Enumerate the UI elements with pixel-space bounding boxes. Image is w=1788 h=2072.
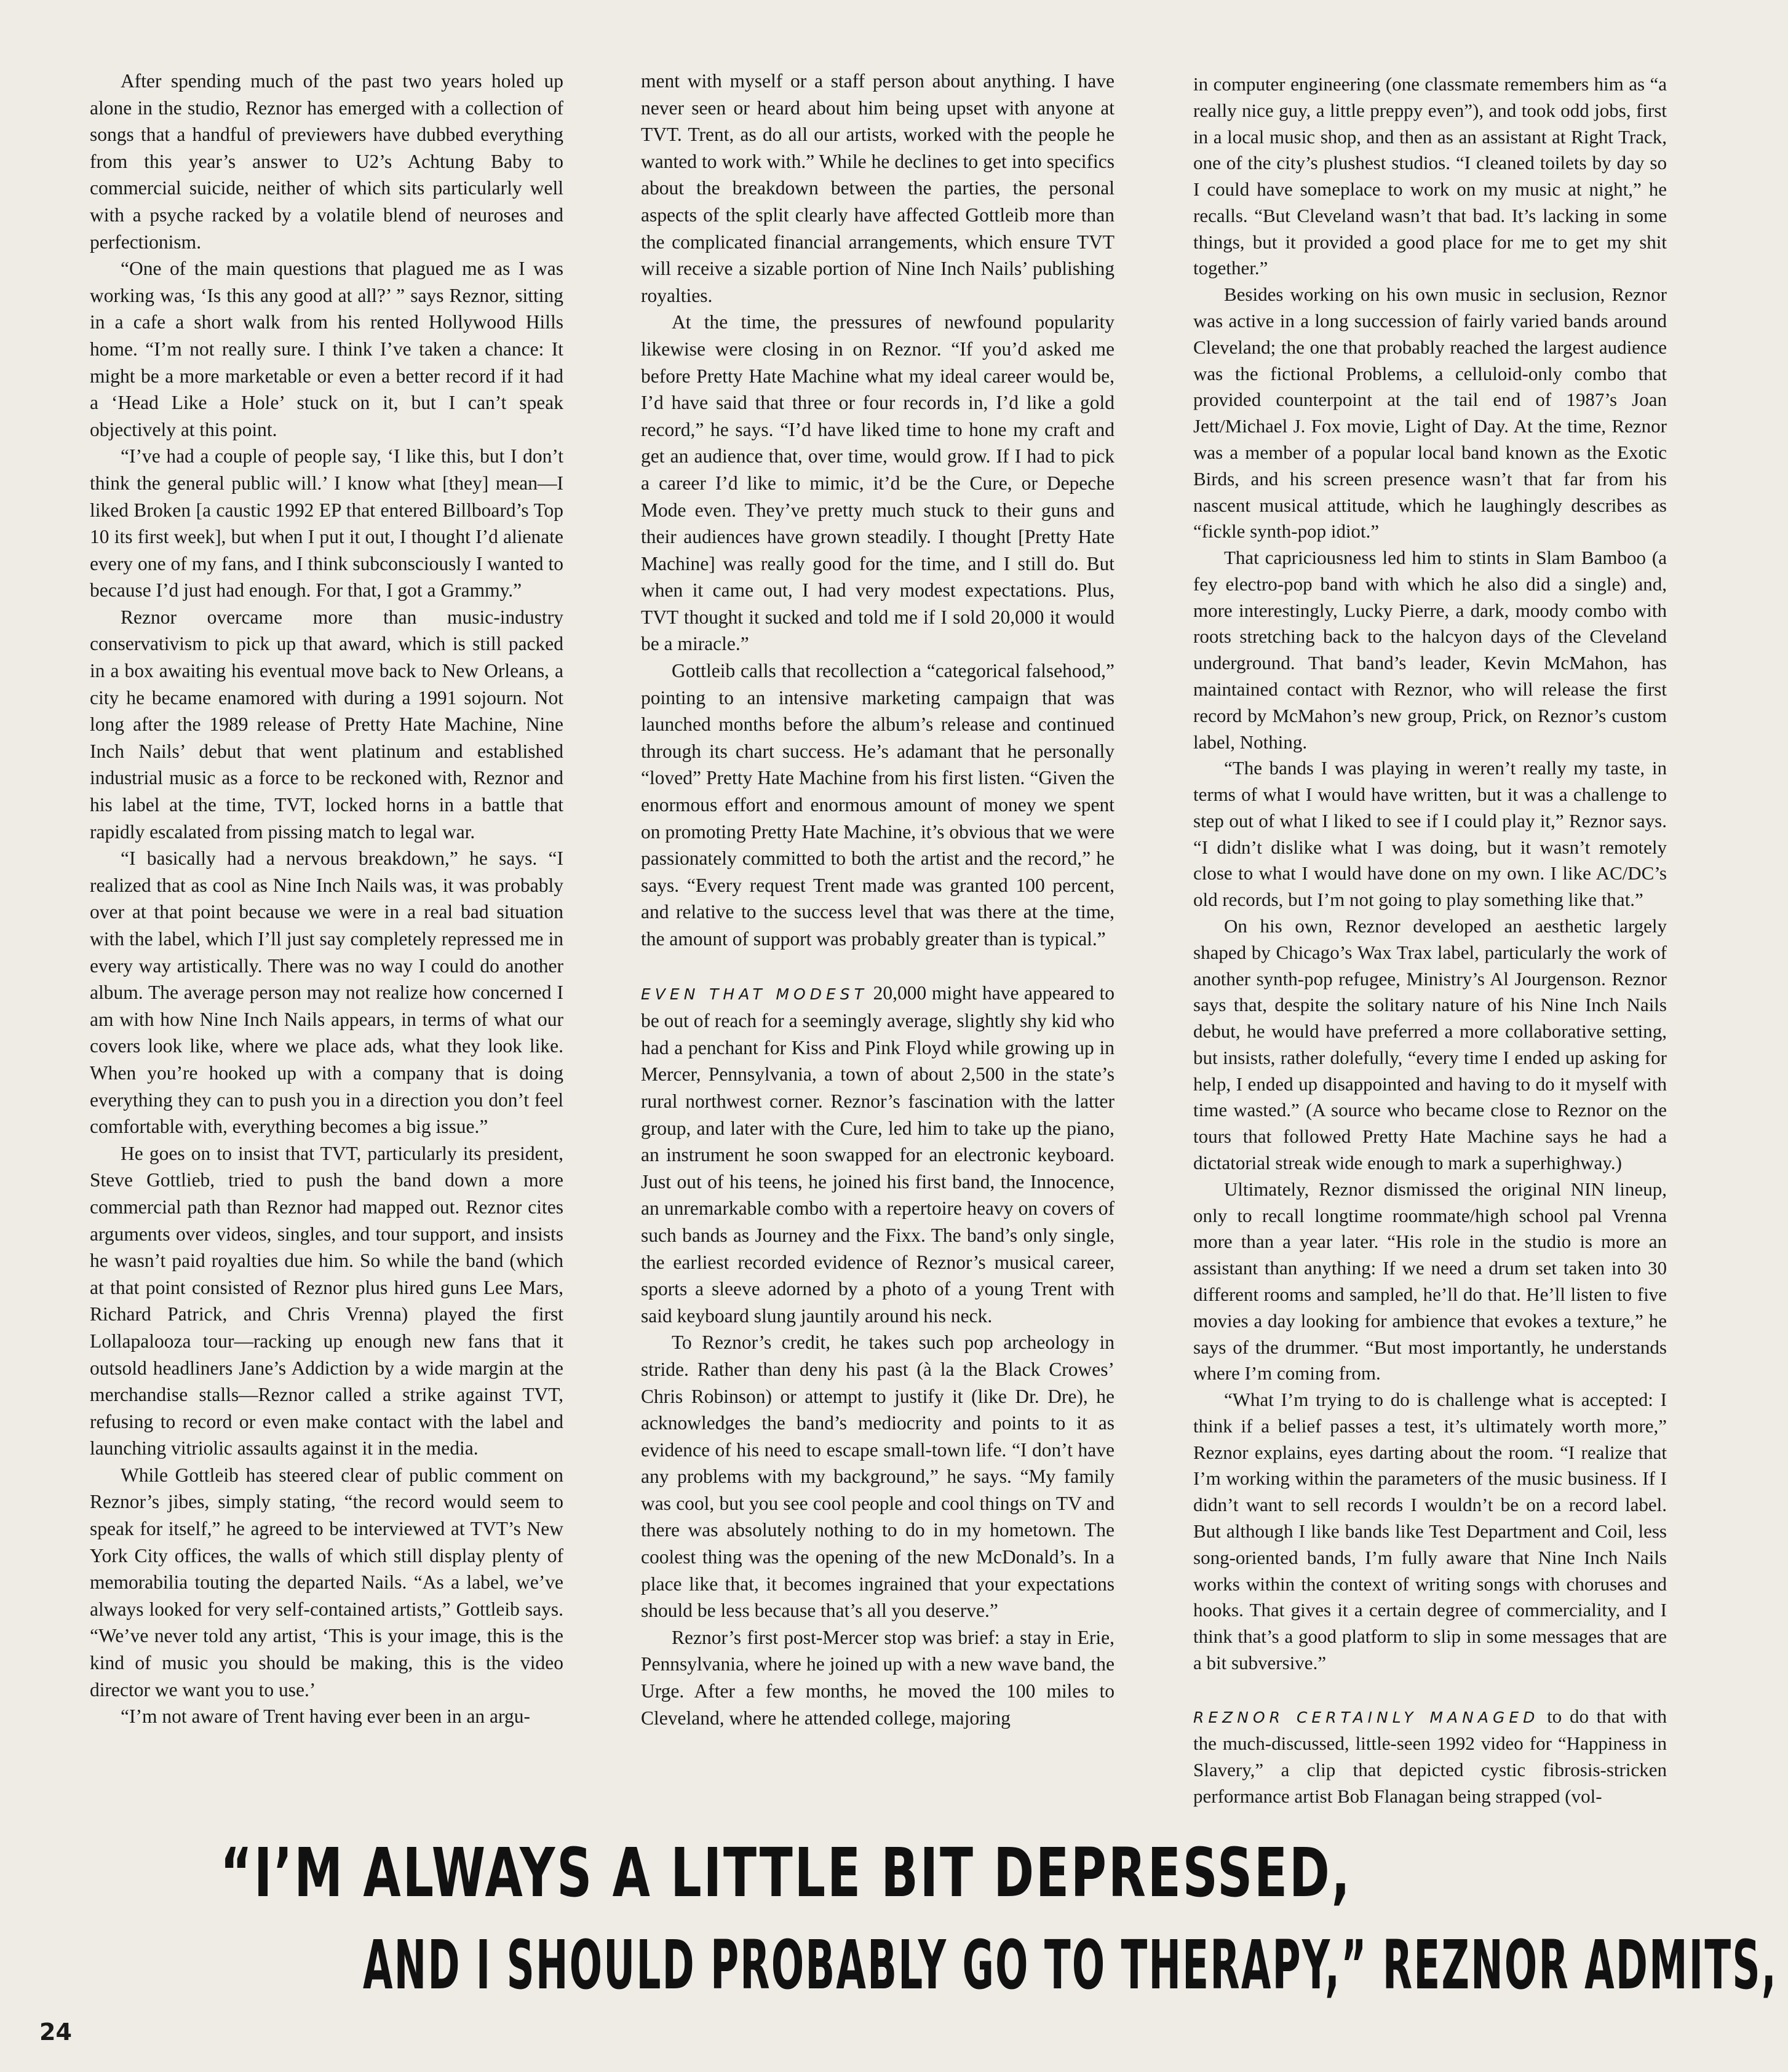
paragraph: While Gottleib has steered clear of public comment on Reznor’s jibes, simply stating, “the record would seem to speak for itself,” he agreed to be interviewed at TVT’s New York City offices, the walls of which still display plenty of memorabilia touting the departed Nails. “As a label, we’ve always looked for very self-contained artists,” Gottleib says. “We’ve never told any artist, ‘This is your image, this is the kind of music you should be making, this is the video director we want you to use.’: [90, 1464, 563, 1701]
section-lead-in: REZNOR CERTAINLY MANAGED: [1193, 1708, 1540, 1726]
paragraph: Besides working on his own music in seclusion, Reznor was active in a long succession of fairly varied bands around Cleveland; the one that probably reached the largest audience was the fictional Problems, a celluloid-only combo that provided counterpoint at the tail end of 1987’s Joan Jett/Michael J. Fox movie, Light of Day. At the time, Reznor was a member of a popular local band known as the Exotic Birds, and his screen presence wasn’t that far from his nascent musical attitude, which he laughingly describes as “fickle synth-pop idiot.”: [1193, 284, 1667, 542]
paragraph: ment with myself or a staff person about anything. I have never seen or heard about him being upset with anyone at TVT. Trent, as do all our artists, worked with the people he wanted to work with.” While he declines to get into specifics about the breakdown between the parties, the personal aspects of the split clearly have affected Gottleib more than the complicated financial arrangements, which ensure TVT will receive a sizable portion of Nine Inch Nails’ publishing royalties.: [641, 70, 1115, 306]
paragraph: Gottleib calls that recollection a “categorical falsehood,” pointing to an intensive marketing campaign that was launched months before the album’s release and continued through its chart success. He’s adamant that he personally “loved” Pretty Hate Machine from his first listen. “Given the enormous effort and enormous amount of money we spent on promoting Pretty Hate Machine, it’s obvious that we were passionately committed to both the artist and the record,” he says. “Every request Trent made was granted 100 percent, and relative to the success level that was there at the time, the amount of support was probably greater than is typical.”: [641, 660, 1115, 950]
paragraph: “I basically had a nervous breakdown,” he says. “I realized that as cool as Nine Inch Nails was, it was probably over at that point because we were in a real bad situation with the label, which I’ll just say completely repressed me in every way artistically. There was no way I could do another album. The average person may not realize how concerned I am with how Nine Inch Nails appears, in terms of what our covers look like, where we place ads, what they look like. When you’re hooked up with a company that is doing everything they can to push you in a direction you don’t feel comfortable with, everything becomes a big issue.”: [90, 847, 563, 1138]
paragraph: At the time, the pressures of newfound popularity likewise were closing in on Reznor. “If you’d asked me before Pretty Hate Machine what my ideal career would be, I’d have said that three or four records in, I’d like a gold record,” he says. “I’d have liked time to hone my craft and get an audience that, over time, would grow. If I had to pick a career I’d like to mimic, it’d be the Cure, or Depeche Mode even. They’ve pretty much stuck to their guns and their audiences have grown steadily. I thought [Pretty Hate Machine] was really good for the time, and I still do. But when it came out, I had very modest expectations. Plus, TVT thought it sucked and told me if I sold 20,000 it would be a miracle.”: [641, 311, 1115, 655]
paragraph: “The bands I was playing in weren’t really my taste, in terms of what I would have written, but it was a challenge to step out of what I liked to see if I could play it,” Reznor says. “I didn’t dislike what I was doing, but it wasn’t remotely close to what I would have done on my own. I like AC/DC’s old records, but I’m not going to play something like that.”: [1193, 757, 1667, 911]
paragraph: in computer engineering (one classmate remembers him as “a really nice guy, a little preppy even”), and took odd jobs, first in a local music shop, and then as an assistant at Right Track, one of the city’s plushest studios. “I cleaned toilets by day so I could have someplace to work on my music at night,” he recalls. “But Cleveland wasn’t that bad. It’s lacking in some things, but it provided a good place for me to get my shit together.”: [1193, 73, 1667, 279]
section-paragraph: [1193, 1704, 1667, 1810]
paragraph: That capriciousness led him to stints in Slam Bamboo (a fey electro-pop band with which he also did a single) and, more interestingly, Lucky Pierre, a dark, moody combo with roots stretching back to the halcyon days of the Cleveland underground. That band’s leader, Kevin McMahon, has maintained contact with Reznor, who will release the first record by McMahon’s new group, Prick, on Reznor’s custom label, Nothing.: [1193, 547, 1667, 753]
paragraph: “I’ve had a couple of people say, ‘I like this, but I don’t think the general public will.’ I know what [they] mean—I liked Broken [a caustic 1992 EP that entered Billboard’s Top 10 its first week], but when I put it out, I thought I’d alienate every one of my fans, and I think subconsciously I wanted to because I’d just had enough. For that, I got a Grammy.”: [90, 445, 563, 601]
pull-quote-line-1: “I’M ALWAYS A LITTLE BIT DEPRESSED,: [220, 1833, 1352, 1912]
page-number: 24: [39, 2018, 72, 2046]
paragraph-text: to do that with the much-discussed, little-seen 1992 video for “Happiness in Slavery,” a clip that depicted cystic fibrosis-stricken performance artist Bob Flanagan being strapped (vol-: [1193, 1705, 1667, 1807]
paragraph: “One of the main questions that plagued me as I was working was, ‘Is this any good at all?’ ” says Reznor, sitting in a cafe a short walk from his rented Hollywood Hills home. “I’m not really sure. I think I’ve taken a chance: It might be a more marketable or even a better record if it had a ‘Head Like a Hole’ stuck on it, but I can’t speak objectively at this point.: [90, 258, 563, 440]
paragraph: “What I’m trying to do is challenge what is accepted: I think if a belief passes a test, it’s ultimately worth more,” Reznor explains, eyes darting about the room. “I realize that I’m working within the parameters of the music business. If I didn’t want to sell records I wouldn’t be on a record label. But although I like bands like Test Department and Coil, less song-oriented bands, I’m fully aware that Nine Inch Nails works within the context of writing songs with choruses and hooks. That gives it a certain degree of commerciality, and I think that’s a good platform to slip in some messages that are a bit subversive.”: [1193, 1389, 1667, 1673]
pull-quote-line-2: AND I SHOULD PROBABLY GO TO THERAPY,” REZNOR ADMITS,: [363, 1926, 1778, 2004]
paragraph: On his own, Reznor developed an aesthetic largely shaped by Chicago’s Wax Trax label, particularly the work of another synth-pop refugee, Ministry’s Al Jourgenson. Reznor says that, despite the solitary nature of his Nine Inch Nails debut, he would have preferred a more collaborative setting, but insists, rather dolefully, “every time I ended up asking for help, I ended up disappointed and having to do it myself with time wasted.” (A source who became close to Reznor on the tours that followed Pretty Hate Machine says he had a dictatorial streak wide enough to mark a superhighway.): [1193, 915, 1667, 1174]
paragraph: Reznor’s first post-Mercer stop was brief: a stay in Erie, Pennsylvania, where he joined up with a new wave band, the Urge. After a few months, he moved the 100 miles to Cleveland, where he attended college, majoring: [641, 1626, 1115, 1729]
paragraph: Reznor overcame more than music-industry conservativism to pick up that award, which is still packed in a box awaiting his eventual move back to New Orleans, a city he became enamored with during a 1991 sojourn. Not long after the 1989 release of Pretty Hate Machine, Nine Inch Nails’ debut that went platinum and established industrial music as a force to be reckoned with, Reznor and his label at the time, TVT, locked horns in a battle that rapidly escalated from pissing match to legal war.: [90, 606, 563, 843]
article-column-2: [641, 68, 1115, 1731]
section-paragraph: [641, 980, 1115, 1330]
paragraph: He goes on to insist that TVT, particularly its president, Steve Gottlieb, tried to push the band down a more commercial path than Reznor had mapped out. Reznor cites arguments over videos, singles, and tour support, and insists he wasn’t paid royalties due him. So while the band (which at that point consisted of Reznor plus hired guns Lee Mars, Richard Patrick, and Chris Vrenna) played the first Lollapalooza tour—racking up enough new fans that it outsold headliners Jane’s Addiction by a wide margin at the merchandise stalls—Reznor called a strike against TVT, refusing to record or even make contact with the label and launching vitriolic assaults against it in the media.: [90, 1142, 563, 1459]
section-lead-in: EVEN THAT MODEST: [641, 985, 868, 1003]
article-column-3: [1193, 71, 1667, 1810]
paragraph: To Reznor’s credit, he takes such pop archeology in stride. Rather than deny his past (à la the Black Crowes’ Chris Robinson) or attempt to justify it (like Dr. Dre), he acknowledges the band’s mediocrity and points to it as evidence of his need to escape small-town life. “I don’t have any problems with my background,” he says. “My family was cool, but you see cool people and cool things on TV and there was absolutely nothing to do in my hometown. The coolest thing was the opening of the new McDonald’s. In a place like that, it becomes ingrained that your expectations should be less because that’s all you deserve.”: [641, 1332, 1115, 1622]
article-column-1: [90, 68, 563, 1730]
paragraph: After spending much of the past two years holed up alone in the studio, Reznor has emerged with a collection of songs that a handful of previewers have dubbed everything from this year’s answer to U2’s Achtung Baby to commercial suicide, neither of which sits particularly well with a psyche racked by a volatile blend of neuroses and perfectionism.: [90, 70, 563, 253]
paragraph: Ultimately, Reznor dismissed the original NIN lineup, only to recall longtime roommate/high school pal Vrenna more than a year later. “His role in the studio is more an assistant than anything: If we need a drum set taken into 30 different rooms and sampled, he’ll do that. He’ll listen to five movies a day looking for ambience that evokes a texture,” he says of the drummer. “But most importantly, he understands where I’m coming from.: [1193, 1178, 1667, 1384]
paragraph-text: 20,000 might have appeared to be out of reach for a seemingly average, slightly shy kid who had a penchant for Kiss and Pink Floyd while growing up in Mercer, Pennsylvania, a town of about 2,500 in the state’s rural northwest corner. Reznor’s fascination with the latter group, and later with the Cure, led him to take up the piano, an instrument he soon swapped for an electronic keyboard. Just out of his teens, he joined his first band, the Innocence, an unremarkable combo with a repertoire heavy on covers of such bands as Journey and the Fixx. The band’s only single, the earliest recorded evidence of Reznor’s musical career, sports a sleeve adorned by a photo of a young Trent with said keyboard slung jauntily around his neck.: [641, 982, 1115, 1327]
paragraph: “I’m not aware of Trent having ever been in an argu-: [121, 1705, 530, 1728]
